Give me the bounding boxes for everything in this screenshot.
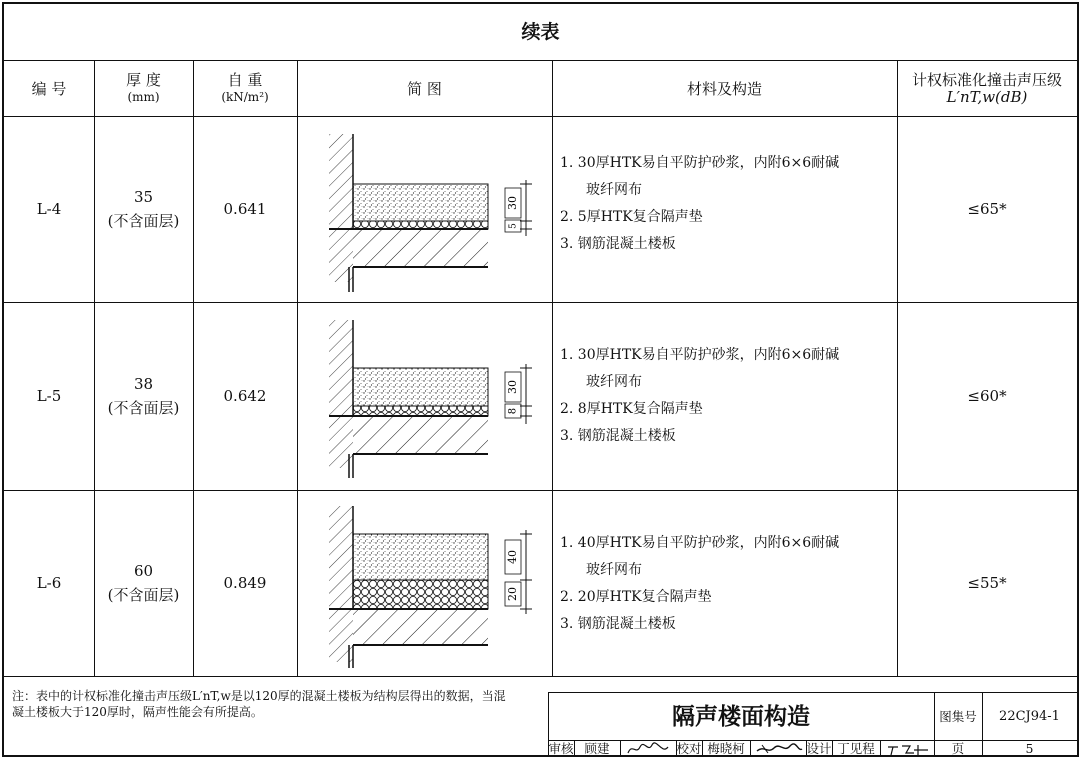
checker-name: 梅晓柯 — [707, 741, 745, 756]
page-number: 5 — [1025, 741, 1034, 756]
section-l4 — [329, 134, 532, 292]
row-l5-materials — [560, 342, 839, 450]
section-l6 — [329, 506, 532, 668]
header-diagram-label: 简 图 — [407, 79, 442, 98]
row-l4-materials — [560, 150, 839, 258]
header-sound — [897, 62, 1077, 116]
header-sound-label: 计权标准化撞击声压级 — [911, 71, 1062, 89]
dim-label: 20 — [506, 587, 519, 601]
row-l6-thickness — [94, 490, 193, 676]
designer-name: 丁见程 — [837, 741, 875, 756]
material-line: 玻纤网布 — [586, 182, 642, 198]
dim-label: 8 — [507, 407, 519, 415]
header-diagram — [297, 62, 552, 116]
material-line: 2. 20厚HTK复合隔声垫 — [560, 589, 712, 605]
drawing-sheet — [2, 2, 1079, 757]
footnote: 注：表中的计权标准化撞击声压级L′nT,w是以120厚的混凝土楼板为结构层得出的数据，当混凝土楼板大于120厚时，隔声性能会有所提高。 — [12, 689, 506, 719]
rule — [4, 60, 1077, 61]
thickness-value: 38 — [133, 375, 154, 393]
row-l5-weight — [193, 302, 297, 490]
table-title: 续表 — [521, 21, 560, 43]
row-no: L-5 — [36, 387, 62, 405]
row-l5-no — [4, 302, 94, 490]
rule — [620, 740, 621, 757]
rule — [750, 740, 751, 757]
row-l4-weight — [193, 116, 297, 302]
header-sound-unit: L′nT,w(dB) — [946, 88, 1028, 106]
material-line: 2. 5厚HTK复合隔声垫 — [560, 209, 703, 225]
header-material-label: 材料及构造 — [686, 79, 762, 98]
section-l5 — [329, 320, 532, 478]
sound-value: ≤65* — [967, 200, 1007, 218]
checker-signature — [754, 741, 804, 757]
dim-label: 5 — [508, 223, 519, 229]
row-l6-sound — [897, 490, 1077, 676]
row-l4-thickness — [94, 116, 193, 302]
header-weight-label: 自 重 — [227, 71, 263, 89]
material-line: 玻纤网布 — [586, 374, 642, 390]
header-no — [4, 62, 94, 116]
thickness-value: 60 — [133, 562, 154, 580]
sound-value: ≤55* — [967, 574, 1007, 592]
dim-label: 30 — [506, 380, 519, 394]
row-no: L-4 — [36, 200, 62, 218]
review-label: 审核 — [548, 741, 574, 756]
weight-value: 0.849 — [223, 574, 267, 592]
atlas-label: 图集号 — [939, 709, 977, 724]
designer-signature — [884, 741, 932, 757]
header-thickness-label: 厚 度 — [126, 71, 161, 89]
header-material — [552, 62, 897, 116]
dim-label: 30 — [506, 196, 519, 210]
material-line: 玻纤网布 — [586, 562, 642, 578]
drawing-title: 隔声楼面构造 — [672, 704, 810, 730]
weight-value: 0.642 — [223, 387, 267, 405]
reviewer-name: 顾建 — [584, 741, 610, 756]
thickness-note: (不含面层) — [107, 212, 180, 230]
check-label: 校对 — [676, 741, 702, 756]
design-label: 设计 — [806, 741, 832, 756]
header-weight — [193, 62, 297, 116]
rule — [880, 740, 881, 757]
thickness-note: (不含面层) — [107, 586, 180, 604]
row-l5-sound — [897, 302, 1077, 490]
thickness-value: 35 — [133, 188, 154, 206]
row-l4-no — [4, 116, 94, 302]
header-thickness — [94, 62, 193, 116]
header-thickness-unit: (mm) — [127, 90, 160, 104]
row-l6-no — [4, 490, 94, 676]
material-line: 3. 钢筋混凝土楼板 — [560, 236, 676, 252]
row-l5-thickness — [94, 302, 193, 490]
rule — [4, 676, 1077, 677]
rule — [552, 60, 553, 676]
dim-label: 40 — [506, 550, 519, 564]
weight-value: 0.641 — [223, 200, 267, 218]
material-line: 2. 8厚HTK复合隔声垫 — [560, 401, 703, 417]
page-label: 页 — [951, 741, 965, 756]
header-no-label: 编 号 — [31, 79, 67, 98]
material-line: 3. 钢筋混凝土楼板 — [560, 428, 676, 444]
row-l6-materials — [560, 530, 839, 638]
material-line: 1. 30厚HTK易自平防护砂浆，内附6×6耐碱 — [560, 155, 840, 171]
thickness-note: (不含面层) — [107, 399, 180, 417]
material-line: 3. 钢筋混凝土楼板 — [560, 616, 676, 632]
rule — [548, 692, 1077, 693]
material-line: 1. 40厚HTK易自平防护砂浆，内附6×6耐碱 — [560, 535, 840, 551]
row-l4-sound — [897, 116, 1077, 302]
reviewer-signature — [624, 741, 672, 757]
sound-value: ≤60* — [967, 387, 1007, 405]
atlas-number: 22CJ94-1 — [999, 709, 1060, 724]
section-diagrams — [297, 116, 552, 676]
row-no: L-6 — [36, 574, 62, 592]
row-l6-weight — [193, 490, 297, 676]
header-weight-unit: (kN/m²) — [221, 90, 269, 104]
material-line: 1. 30厚HTK易自平防护砂浆，内附6×6耐碱 — [560, 347, 840, 363]
